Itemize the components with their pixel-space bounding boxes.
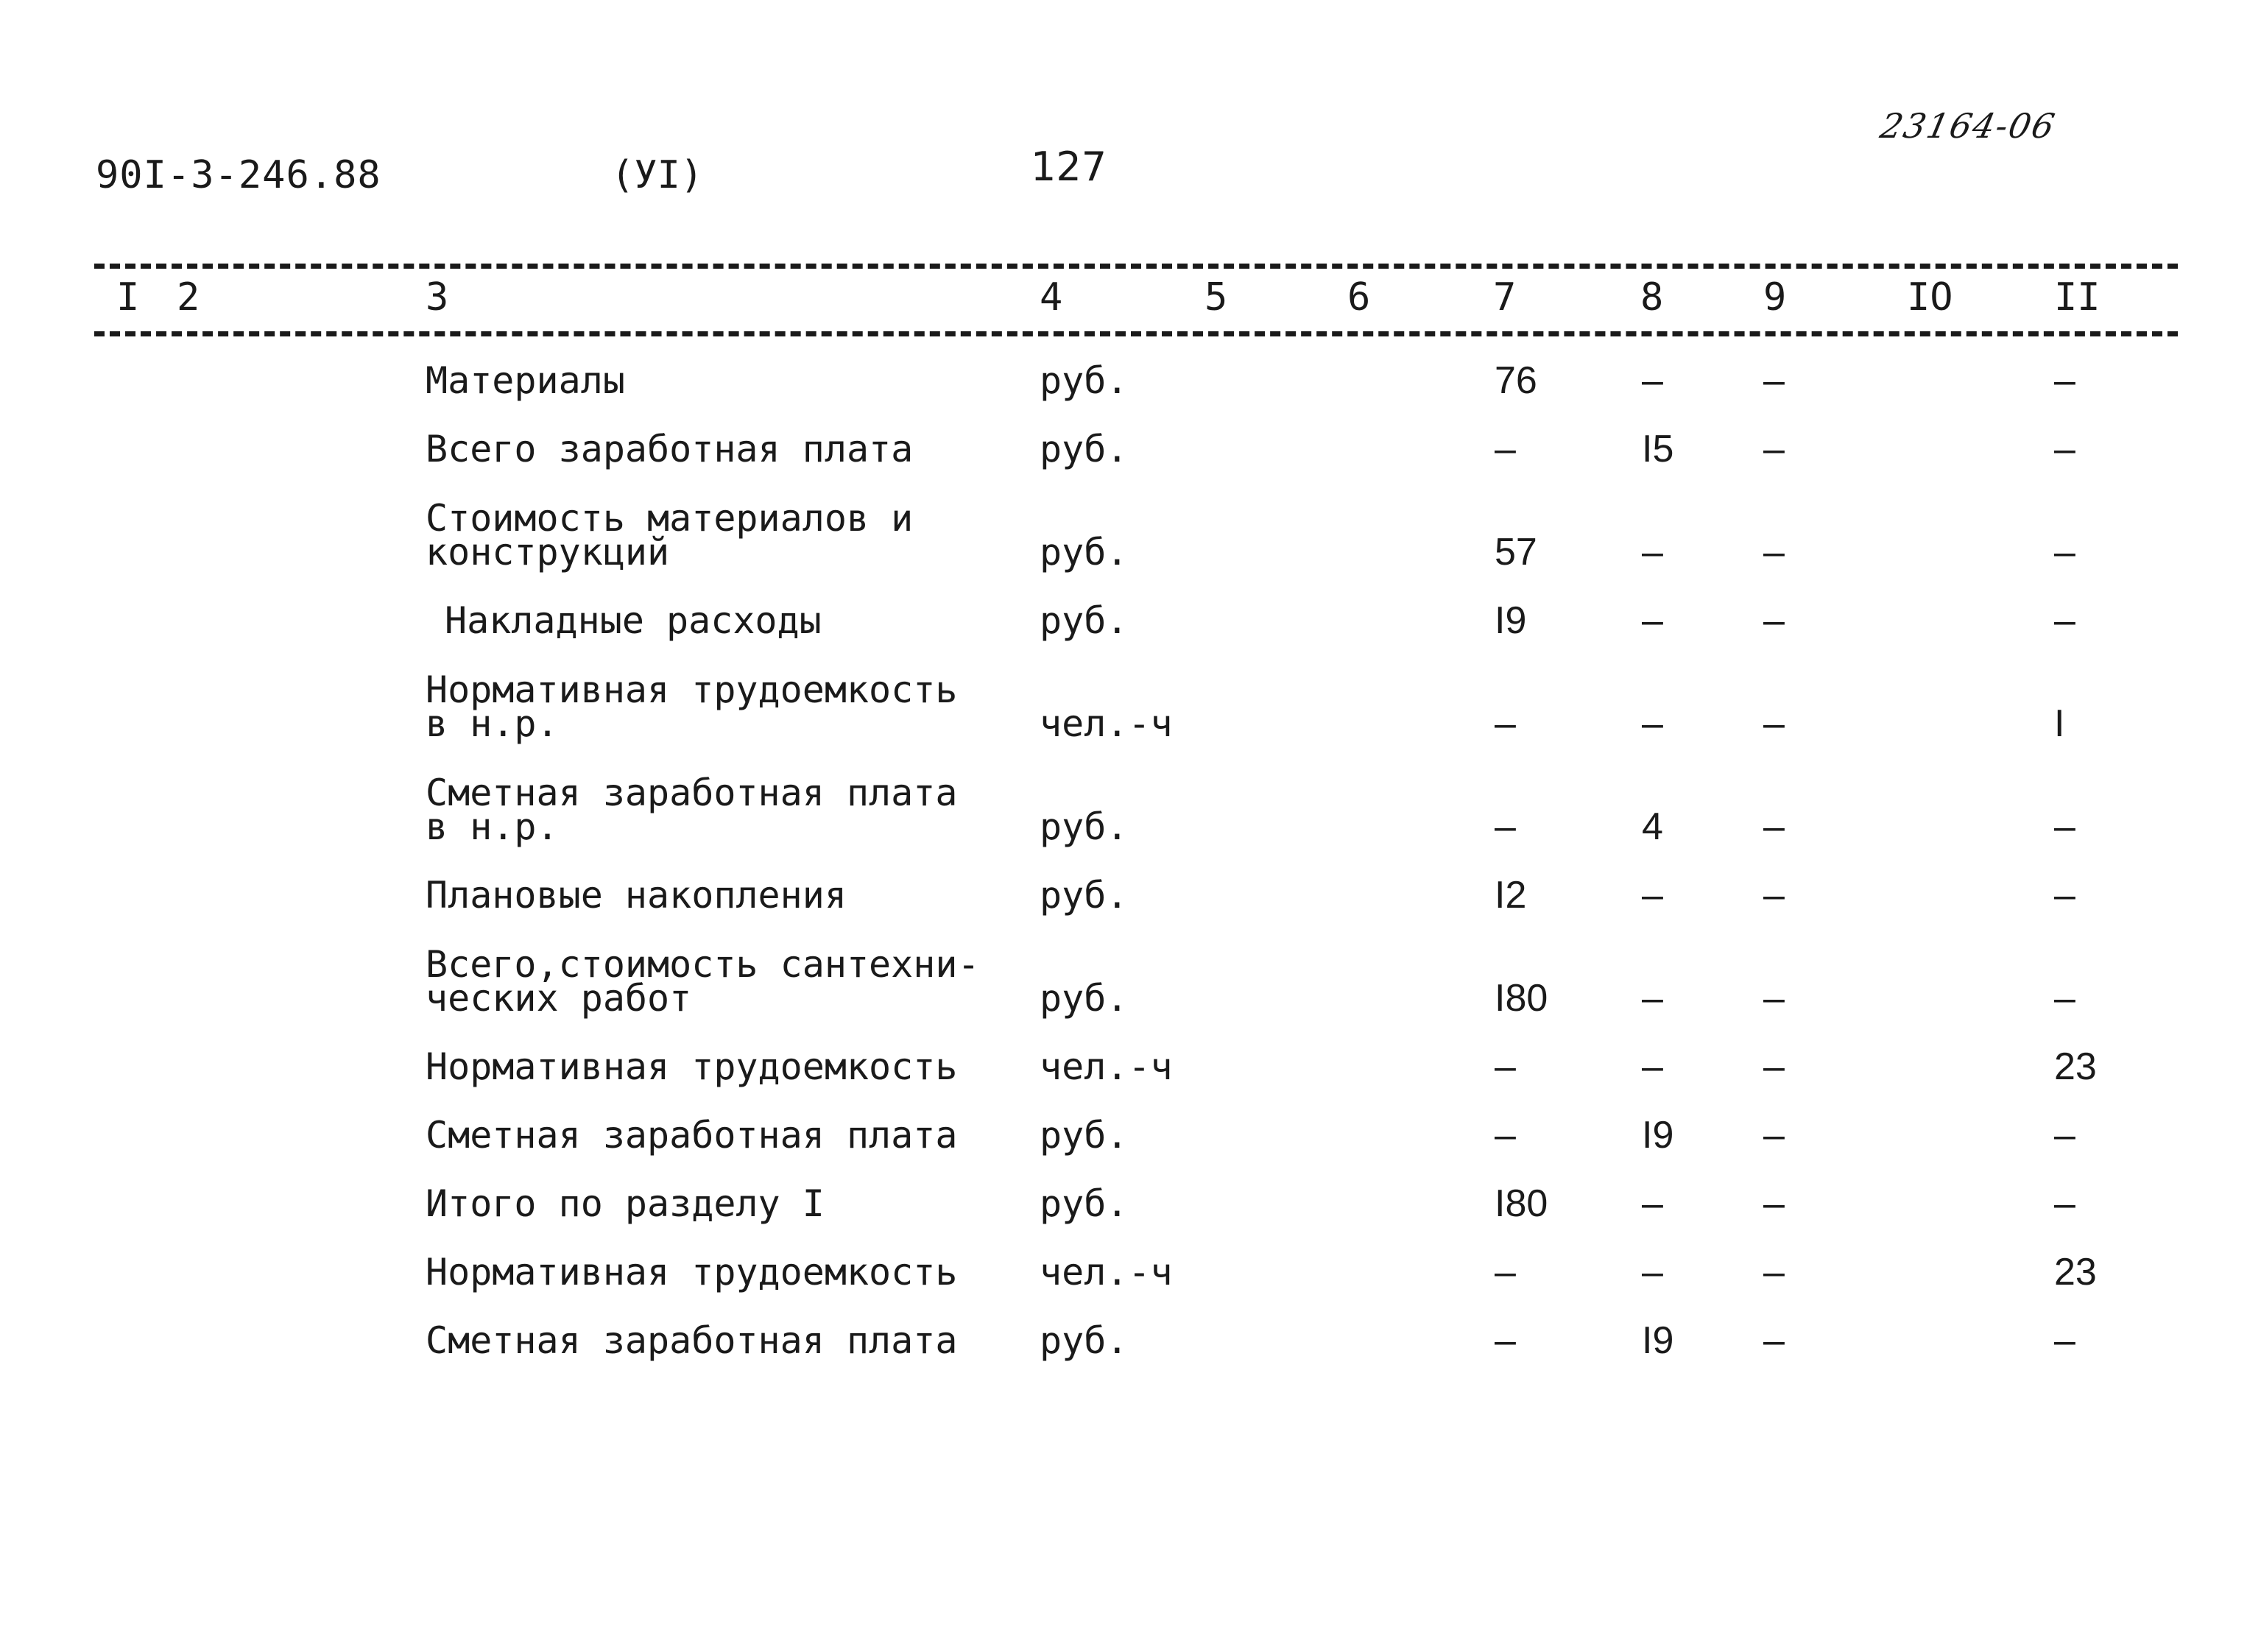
cell-col8: – [1642,1251,1663,1293]
cell-col11: – [2054,531,2075,573]
cell-col7: I9 [1495,599,1527,642]
table-row [0,638,2261,745]
row-unit: руб. [1040,599,1129,642]
row-unit: чел.-ч [1040,1251,1173,1293]
cell-col9: – [1763,1251,1785,1293]
cell-col8: – [1642,702,1663,745]
column-number: 5 [1204,275,1228,320]
table-row [0,1084,2261,1157]
cell-col11: I [2054,702,2065,745]
cell-col9: – [1763,1045,1785,1088]
cell-col11: – [2054,428,2075,470]
cell-col9: – [1763,359,1785,402]
row-label: Сметная заработная плата [426,1319,958,1362]
row-unit: руб. [1040,531,1129,573]
cell-col9: – [1763,1182,1785,1225]
row-unit: руб. [1040,359,1129,402]
table-row [0,844,2261,917]
cell-col9: – [1763,428,1785,470]
cell-col8: – [1642,531,1663,573]
cell-col9: – [1763,1319,1785,1362]
cell-col7: I2 [1495,874,1527,917]
column-number: 8 [1640,275,1664,320]
cell-col11: – [2054,977,2075,1020]
row-label: Стоимость материалов и конструкций [426,497,914,573]
cell-col9: – [1763,1114,1785,1157]
cell-col8: – [1642,599,1663,642]
cell-col8: I9 [1642,1114,1674,1157]
row-label: Итого по разделу I [426,1182,825,1225]
cell-col7: – [1495,428,1516,470]
table-header-rule [94,331,2178,336]
cell-col7: 76 [1495,359,1537,402]
cell-col8: – [1642,1182,1663,1225]
column-number: 4 [1040,275,1063,320]
row-unit: руб. [1040,977,1129,1020]
cell-col9: – [1763,531,1785,573]
table-row [0,1289,2261,1362]
row-unit: чел.-ч [1040,1045,1173,1088]
cell-col8: – [1642,874,1663,917]
cell-col11: 23 [2054,1251,2097,1293]
table-top-rule [94,264,2178,269]
cell-col7: – [1495,1319,1516,1362]
cell-col11: – [2054,805,2075,848]
row-label: Сметная заработная плата в н.р. [426,772,958,848]
cell-col11: – [2054,1114,2075,1157]
row-label: Всего заработная плата [426,428,914,470]
cell-col7: – [1495,1251,1516,1293]
row-label: Нормативная трудоемкость [426,1251,958,1293]
cell-col9: – [1763,977,1785,1020]
cell-col9: – [1763,805,1785,848]
row-label: Сметная заработная плата [426,1114,958,1157]
column-number: 7 [1493,275,1517,320]
cell-col7: I80 [1495,1182,1548,1225]
row-unit: руб. [1040,874,1129,917]
page-number: 127 [1031,144,1107,190]
cell-col9: – [1763,599,1785,642]
cell-col11: – [2054,359,2075,402]
cell-col7: I80 [1495,977,1548,1020]
table-row [0,353,2261,402]
column-number: 3 [426,275,449,320]
row-label: Нормативная трудоемкость [426,1045,958,1088]
table-row [0,1221,2261,1293]
cell-col7: 57 [1495,531,1537,573]
row-label: Плановые накопления [426,874,847,917]
cell-col7: – [1495,702,1516,745]
table-body [0,353,2261,1362]
section-mark: (УI) [611,153,704,197]
table-row [0,1152,2261,1225]
table-row [0,741,2261,848]
column-number: 9 [1763,275,1787,320]
cell-col8: 4 [1642,805,1663,848]
cell-col9: – [1763,702,1785,745]
row-unit: руб. [1040,1182,1129,1225]
cell-col8: I9 [1642,1319,1674,1362]
row-label: Материалы [426,359,625,402]
cell-col7: – [1495,805,1516,848]
cell-col11: – [2054,1319,2075,1362]
cell-col11: – [2054,1182,2075,1225]
table-row [0,1015,2261,1088]
table-row [0,398,2261,470]
row-label: Накладные расходы [445,599,822,642]
column-number: II [2054,275,2100,320]
cell-col11: – [2054,874,2075,917]
table-row [0,912,2261,1020]
table-row [0,569,2261,642]
cell-col7: – [1495,1045,1516,1088]
row-unit: чел.-ч [1040,702,1173,745]
cell-col8: – [1642,359,1663,402]
column-number: I [116,275,140,320]
cell-col9: – [1763,874,1785,917]
row-unit: руб. [1040,428,1129,470]
cell-col8: – [1642,977,1663,1020]
column-number-header [0,275,2261,320]
column-number: 6 [1347,275,1371,320]
archive-number: 23164-06 [1877,106,2060,146]
table-row [0,466,2261,573]
cell-col11: 23 [2054,1045,2097,1088]
document-code: 90I-3-246.88 [96,153,381,197]
row-unit: руб. [1040,805,1129,848]
row-unit: руб. [1040,1319,1129,1362]
cell-col8: I5 [1642,428,1674,470]
column-number: IO [1907,275,1953,320]
row-label: Всего,стоимость сантехни- ческих работ [426,943,980,1020]
cell-col11: – [2054,599,2075,642]
column-number: 2 [177,275,200,320]
row-label: Нормативная трудоемкость в н.р. [426,668,958,745]
cell-col8: – [1642,1045,1663,1088]
cell-col7: – [1495,1114,1516,1157]
row-unit: руб. [1040,1114,1129,1157]
